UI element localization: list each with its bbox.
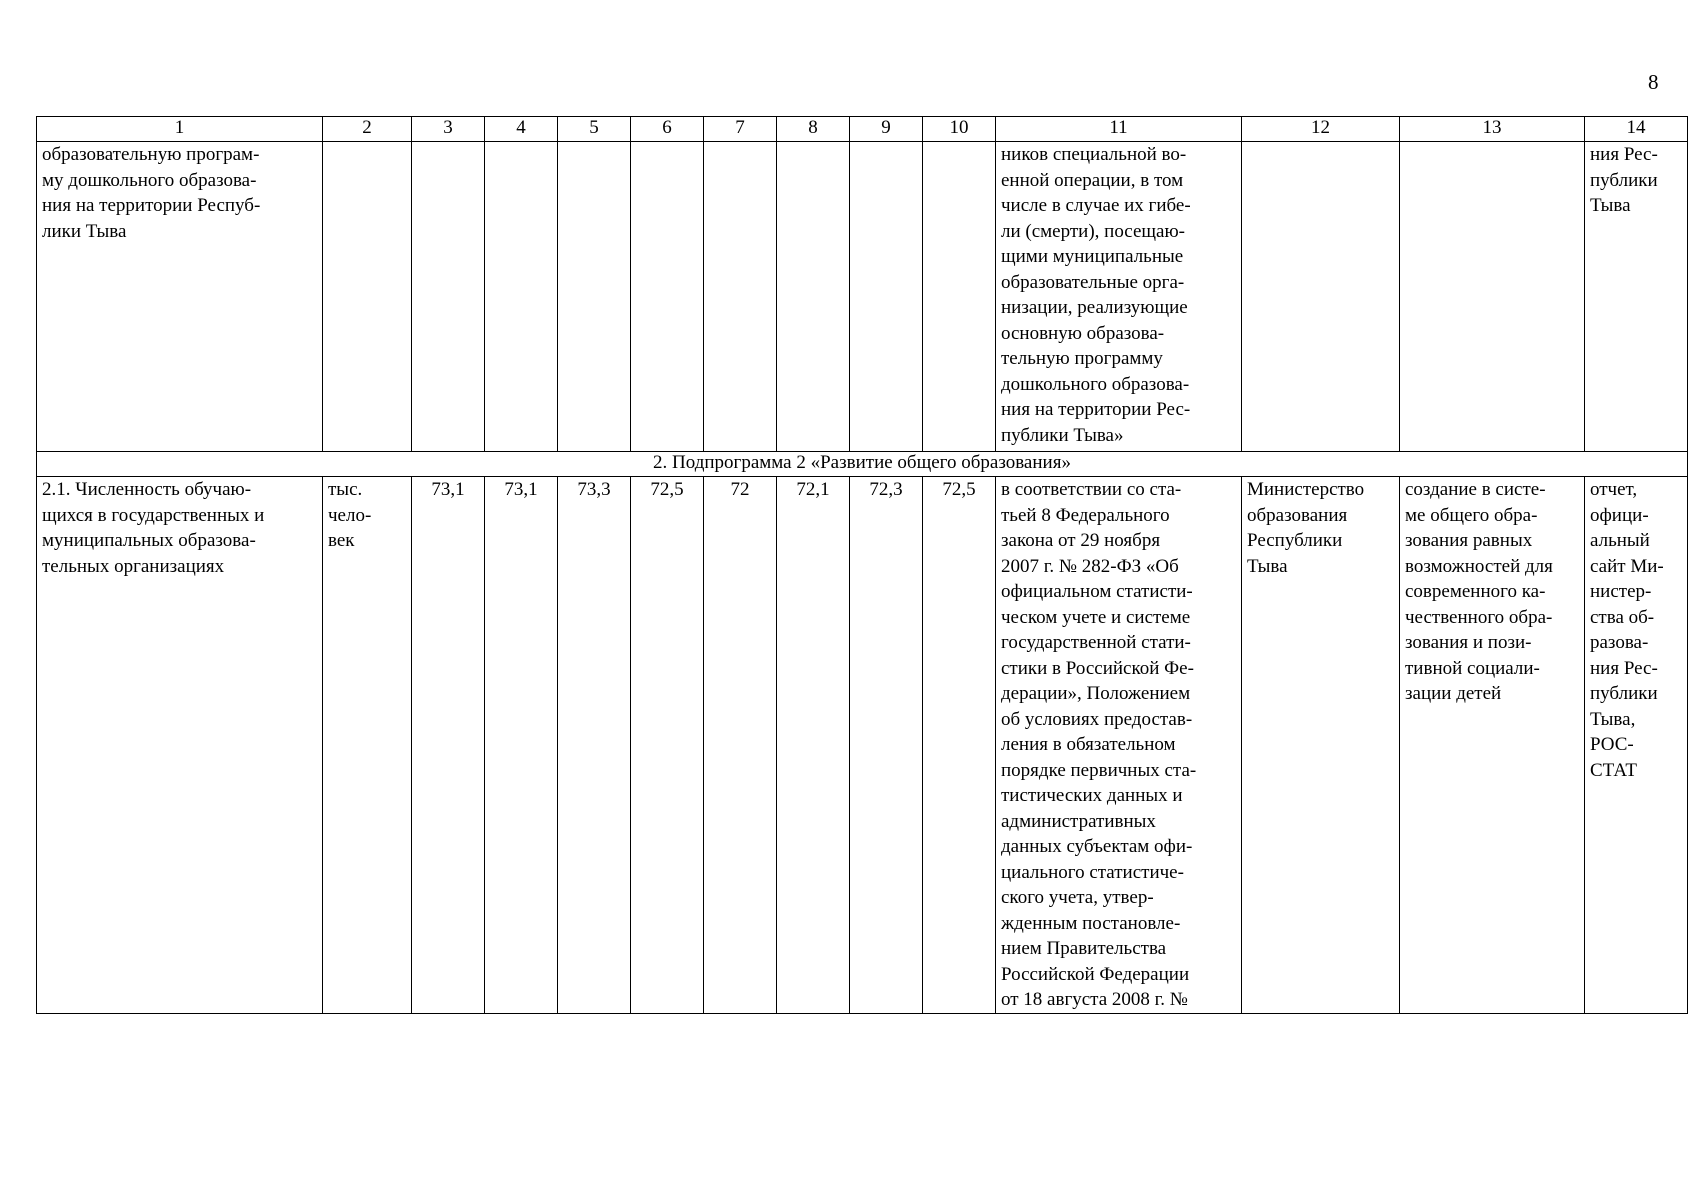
responsible-cell (1242, 477, 1400, 1014)
column-header-10: 10 (923, 117, 996, 142)
value-cell: 73,1 (412, 477, 485, 1014)
indicators-table (36, 116, 1688, 1014)
value-cell: 72 (704, 477, 777, 1014)
value-cell: 73,3 (558, 477, 631, 1014)
continuation-source-text: ния Рес- публики Тыва (1590, 144, 1658, 216)
column-header-8: 8 (777, 117, 850, 142)
continuation-basis-cell (996, 142, 1242, 452)
goal-text: создание в систе- ме общего обра- зования равных возможностей для современного ка- чественного обра- зования и пози- тивной социали- зации детей (1405, 479, 1553, 704)
column-header-2: 2 (323, 117, 412, 142)
value-cell: 73,1 (485, 477, 558, 1014)
source-cell (1585, 477, 1688, 1014)
column-header-11: 11 (996, 117, 1242, 142)
table-row (37, 477, 1688, 1014)
column-header-5: 5 (558, 117, 631, 142)
continuation-row (37, 142, 1688, 452)
responsible-text: Министерство образования Республики Тыва (1247, 479, 1365, 577)
unit-cell (323, 477, 412, 1014)
basis-text: в соответствии со ста- тьей 8 Федерального закона от 29 ноября 2007 г. № 282-ФЗ «Об официальном статисти- ческом учете и системе государственной стати- стики в Российской Фе- дерации», Положением об условиях предостав- ления в обязательном порядке первичных ста- тистических данных и административных данных субъектам офи- циального статистиче- ского учета, утвер- жденным постановле- нием Правительства Российской Федерации от 18 августа 2008 г. № (1001, 479, 1197, 1010)
column-header-12: 12 (1242, 117, 1400, 142)
section-title: 2. Подпрограмма 2 «Развитие общего образования» (37, 452, 1688, 477)
column-header-9: 9 (850, 117, 923, 142)
source-text: отчет, офици- альный сайт Ми- нистер- ства об- разова- ния Рес- публики Тыва, РОС- СТАТ (1590, 479, 1664, 781)
basis-cell (996, 477, 1242, 1014)
continuation-indicator-text: образовательную програм- му дошкольного образова- ния на территории Респуб- лики Тыва (42, 144, 261, 242)
value-cell: 72,5 (631, 477, 704, 1014)
indicator-text: 2.1. Численность обучаю- щихся в государственных и муниципальных образова- тельных организациях (42, 479, 265, 577)
section-row (37, 452, 1688, 477)
continuation-indicator-cell (37, 142, 323, 452)
column-header-7: 7 (704, 117, 777, 142)
column-header-4: 4 (485, 117, 558, 142)
goal-cell (1400, 477, 1585, 1014)
column-header-1: 1 (37, 117, 323, 142)
value-cell: 72,1 (777, 477, 850, 1014)
unit-text: тыс. чело- век (328, 479, 372, 551)
column-number-row (37, 117, 1688, 142)
column-header-6: 6 (631, 117, 704, 142)
value-cell: 72,5 (923, 477, 996, 1014)
page-number: 8 (1648, 70, 1659, 94)
column-header-3: 3 (412, 117, 485, 142)
column-header-14: 14 (1585, 117, 1688, 142)
continuation-source-cell (1585, 142, 1688, 452)
column-header-13: 13 (1400, 117, 1585, 142)
value-cell: 72,3 (850, 477, 923, 1014)
continuation-basis-text: ников специальной во- енной операции, в том числе в случае их гибе- ли (смерти), посещаю- щими муниципальные образовательные орга- низации, реализующие основную образова- тельную программу дошкольного образова- ния на территории Рес- публики Тыва» (1001, 144, 1191, 446)
indicator-cell (37, 477, 323, 1014)
